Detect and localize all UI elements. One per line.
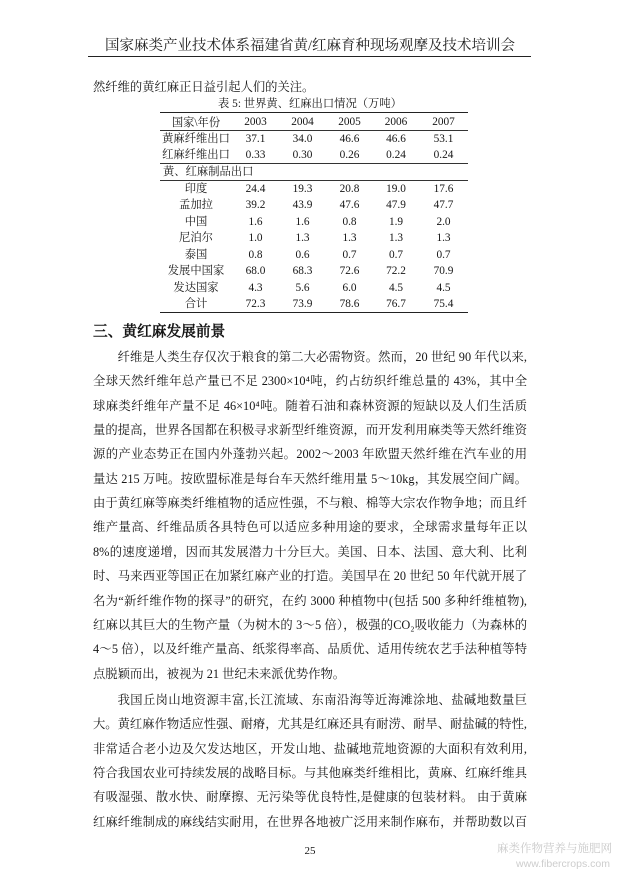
paragraph-line: 纤维是人类生存仅次于粮食的第二大必需物资。然而，20 世纪 90 年代以来,	[117, 349, 527, 364]
watermark-site-name: 麻类作物营养与施肥网	[497, 843, 612, 855]
row-label: 发展中国家	[167, 265, 225, 278]
value-cell: 0.26	[339, 149, 360, 161]
paragraph-line: 全球天然纤维年总产量已不足 2300×10⁴吨，约占纺织纤维总量的 43%，其中全	[93, 374, 527, 389]
value-cell: 1.6	[248, 215, 263, 228]
value-cell: 4.5	[388, 281, 404, 294]
value-cell: 0.24	[433, 149, 454, 161]
row-label: 红麻纤维出口	[162, 149, 230, 161]
value-cell: 0.6	[295, 248, 310, 261]
value-cell: 19.3	[292, 183, 313, 195]
value-cell: 1.3	[436, 232, 451, 245]
paragraph-line: 红麻以其巨大的生物产量（为树木的 3～5 倍），极强的CO₂吸收能力（为森林的	[93, 617, 527, 632]
paragraph-line: 球麻类纤维年产量不足 46×10⁴吨。随着石油和森林资源的短缺以及人们生活质	[93, 398, 527, 413]
paragraph-line: 点脱颖而出，被视为 21 世纪未来派优势作物。	[93, 666, 346, 681]
value-cell: 4.5	[436, 281, 451, 294]
value-cell: 73.9	[279, 296, 326, 313]
table-row	[160, 230, 468, 247]
column-header-year: 2006	[373, 113, 419, 131]
paragraph-line: 源的产业态势正在国内外蓬勃兴起。2002～2003 年欧盟天然纤维在汽车业的用	[93, 447, 527, 462]
paragraph-line: 维产量高、纤维品质各具特色可以适应多种用途的要求，全球需求量每年正以	[93, 520, 527, 535]
paragraph-line: 红麻纤维制成的麻线结实耐用，在世界各地被广泛用来制作麻布，并帮助数以百	[93, 814, 527, 829]
paragraph-line: 时、马来西亚等国正在加紧红麻产业的打造。美国早在 20 世纪 50 年代就开展了	[93, 569, 527, 584]
paragraph-line: 非常适合老小边及欠发达地区，开发山地、盐碱地荒地资源的大面积有效利用,	[93, 741, 527, 756]
row-label: 孟加拉	[179, 199, 213, 212]
running-header: 国家麻类产业技术体系福建省黄/红麻育种现场观摩及技术培训会	[104, 38, 516, 54]
row-label: 中国	[184, 215, 208, 228]
table-header-row	[160, 113, 468, 131]
continued-text-line: 然纤维的黄红麻正日益引起人们的关注。	[93, 80, 315, 94]
paragraph	[93, 688, 527, 834]
value-cell: 17.6	[433, 183, 454, 195]
table-caption: 表 5: 世界黄、红麻出口情况（万吨）	[218, 98, 402, 110]
value-cell: 68.0	[245, 265, 266, 278]
value-cell: 72.3	[232, 296, 279, 313]
value-cell: 34.0	[292, 133, 313, 145]
column-header-year: 2004	[279, 113, 326, 131]
value-cell: 20.8	[339, 183, 360, 195]
value-cell: 47.9	[386, 199, 406, 212]
value-cell: 68.3	[292, 265, 313, 278]
value-cell: 0.33	[245, 149, 266, 161]
value-cell: 0.7	[436, 248, 451, 261]
section-row-label: 黄、红麻制品出口	[160, 164, 468, 181]
column-header-year: 2005	[326, 113, 373, 131]
table-row	[160, 280, 468, 297]
header-rule	[88, 56, 531, 57]
table-row	[160, 131, 468, 148]
value-cell: 0.30	[292, 149, 313, 161]
value-cell: 46.6	[339, 133, 360, 145]
value-cell: 72.6	[339, 265, 360, 278]
paragraph-line: 我国丘岗山地资源丰富,长江流域、东南沿海等近海滩涂地、盐碱地数量巨	[117, 692, 527, 707]
value-cell: 2.0	[436, 215, 451, 228]
value-cell: 1.3	[295, 232, 310, 245]
value-cell: 75.4	[419, 296, 468, 313]
value-cell: 1.0	[248, 232, 263, 245]
value-cell: 1.6	[295, 215, 310, 228]
value-cell: 4.3	[248, 281, 263, 294]
paragraph-line: 量达 215 万吨。按欧盟标准是每台车天然纤维用量 5～10kg，其发展空间广阔。	[93, 471, 527, 486]
table-row	[160, 263, 468, 280]
paragraph-line: 大。黄红麻作物适应性强、耐瘠，尤其是红麻还具有耐涝、耐旱、耐盐碱的特性,	[93, 717, 527, 732]
row-label: 泰国	[184, 248, 208, 261]
value-cell: 5.6	[295, 281, 310, 294]
value-cell: 24.4	[245, 183, 266, 195]
value-cell: 72.2	[386, 265, 406, 278]
row-label: 尼泊尔	[179, 232, 213, 245]
paragraph-line: 符合我国农业可持续发展的战略目标。与其他麻类纤维相比，黄麻、红麻纤维具	[93, 765, 527, 780]
page-number: 25	[304, 845, 316, 857]
column-header-year: 2007	[419, 113, 468, 131]
column-header-country-year: 国家\年份	[160, 113, 232, 131]
value-cell: 37.1	[245, 133, 266, 145]
paragraph-line: 有吸湿强、散水快、耐摩擦、无污染等优良特性,是健康的包装材料。 由于黄麻	[93, 790, 527, 805]
value-cell: 1.9	[388, 215, 404, 228]
value-cell: 76.7	[373, 296, 419, 313]
table-row	[160, 214, 468, 231]
value-cell: 0.8	[342, 215, 357, 228]
table-row	[160, 181, 468, 198]
row-label: 黄麻纤维出口	[162, 133, 230, 145]
value-cell: 39.2	[245, 199, 266, 212]
value-cell: 0.7	[388, 248, 404, 261]
paragraph-line: 4～5 倍），以及纤维产量高、纸浆得率高、品质优、适用传统农艺手法种植等特	[93, 642, 527, 657]
paragraph-line: 量的提高，世界各国都在积极寻求新型纤维资源，而开发利用麻类等天然纤维资	[93, 422, 527, 437]
table-row	[160, 247, 468, 264]
value-cell: 46.6	[386, 133, 406, 145]
value-cell: 1.3	[342, 232, 357, 245]
fiber-export-rows	[160, 131, 468, 164]
value-cell: 0.24	[386, 149, 406, 161]
value-cell: 53.1	[433, 133, 454, 145]
table-row	[160, 147, 468, 164]
products-section	[160, 164, 468, 181]
table-row	[160, 296, 468, 313]
paragraph	[93, 345, 527, 686]
value-cell: 70.9	[433, 265, 454, 278]
value-cell: 1.3	[388, 232, 404, 245]
value-cell: 47.6	[339, 199, 360, 212]
watermark-url: www.fibercrops.com	[516, 858, 610, 870]
section-heading: 三、黄红麻发展前景	[93, 324, 226, 340]
table-row	[160, 197, 468, 214]
value-cell: 78.6	[326, 296, 373, 313]
export-table-container	[160, 112, 468, 313]
value-cell: 6.0	[342, 281, 357, 294]
paragraph-line: 名为“新纤维作物的探寻”的研究，在约 3000 种植物中(包括 500 多种纤维植物),	[93, 593, 527, 608]
row-label: 合计	[160, 296, 232, 313]
value-cell: 0.8	[248, 248, 263, 261]
row-label: 发达国家	[173, 281, 219, 294]
paragraph-line: 8%的速度递增，因而其发展潜力十分巨大。美国、日本、法国、意大利、比利	[93, 544, 527, 559]
row-label: 印度	[184, 183, 208, 195]
section-row	[160, 164, 468, 181]
product-export-rows	[160, 181, 468, 313]
value-cell: 47.7	[433, 199, 454, 212]
value-cell: 19.0	[386, 183, 406, 195]
value-cell: 0.7	[342, 248, 357, 261]
paragraph-line: 由于黄红麻等麻类纤维植物的适应性强，不与粮、棉等大宗农作物争地；而且纤	[93, 496, 527, 511]
column-header-year: 2003	[232, 113, 279, 131]
value-cell: 43.9	[292, 199, 313, 212]
export-table	[160, 112, 468, 313]
